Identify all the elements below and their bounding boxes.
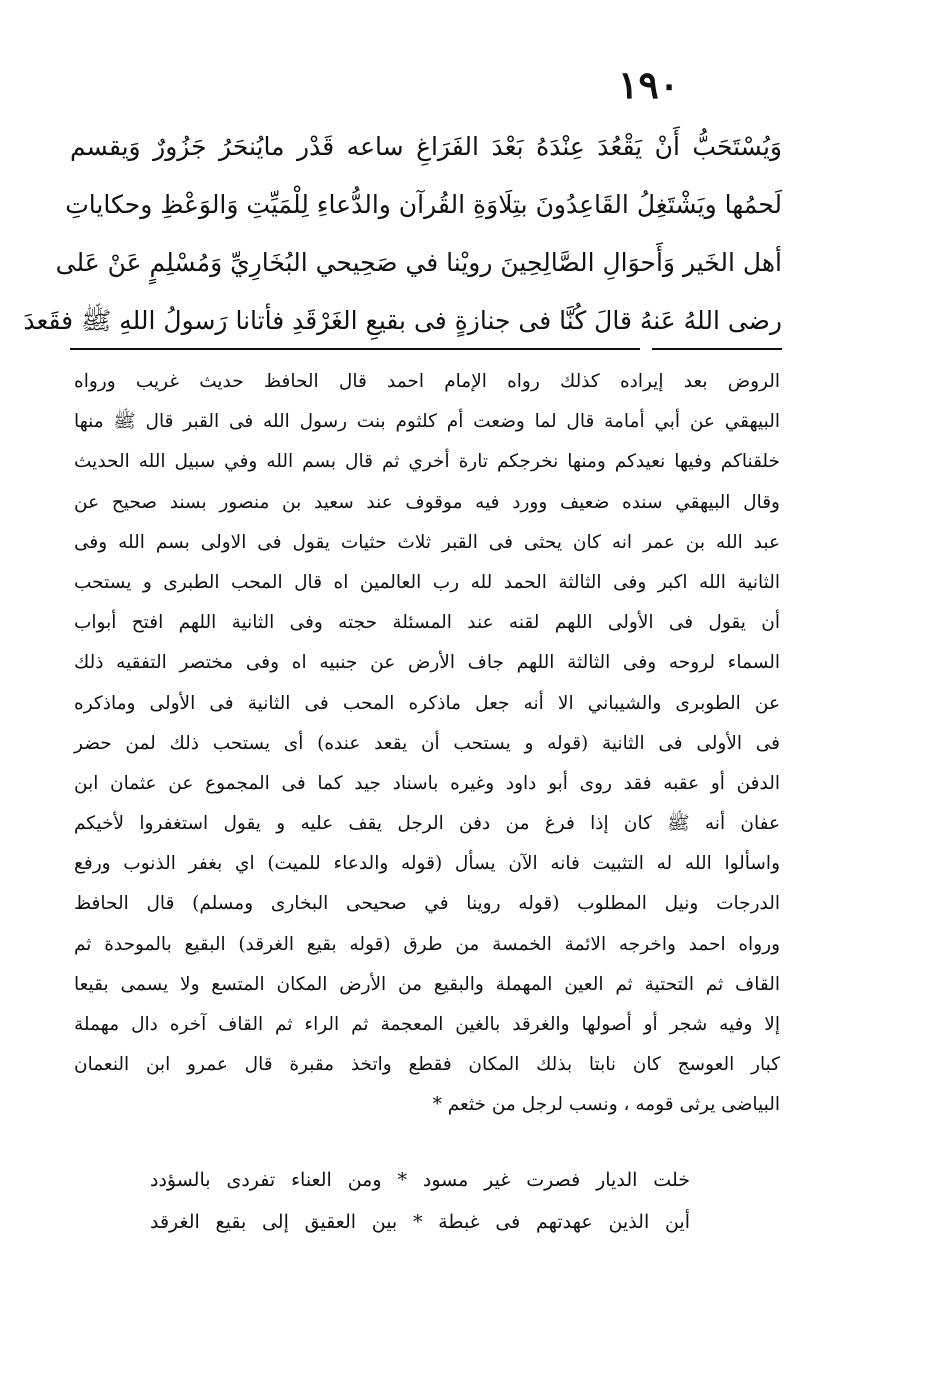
commentary-line: القاف ثم التحتية ثم العين المهملة والبقيع من الأرض المكان المتسع ولا يسمى بقيعا bbox=[74, 973, 780, 995]
commentary-block bbox=[74, 362, 780, 1126]
commentary-line: خلقناكم وفيها نعيدكم ومنها نخرجكم تارة أخري ثم قال بسم الله وفي سبيل الله الحديث bbox=[74, 451, 780, 473]
commentary-line: أن يقول فى الأولى اللهم لقنه عند المسئلة حجته وفى الثانية اللهم افتح أبواب bbox=[74, 612, 780, 634]
poetry-verse: أين الذين عهدتهم فى غبطة * بين العقيق إلى بقيع الغرقد bbox=[150, 1211, 690, 1233]
commentary-line: السماء لروحه وفى الثالثة اللهم جاف الأرض عن جنبيه اه وفى مختصر التفقيه ذلك bbox=[74, 652, 780, 674]
commentary-line: الثانية الله اكبر وفى الثالثة الحمد لله رب العالمين اه قال المحب الطبرى و يستحب bbox=[74, 571, 780, 593]
commentary-line: وقال البيهقي سنده ضعيف وورد فيه موقوف عند سعيد بن منصور بسند صحيح عن bbox=[74, 491, 780, 513]
commentary-line: ورواه احمد واخرجه الائمة الخمسة من طرق (قوله بقيع الغرقد) البقيع بالموحدة ثم bbox=[74, 933, 780, 955]
commentary-line: عن الطوبرى والشيباني الا أنه جعل ماذكره المحب فى الثانية فى الأولى وماذكره bbox=[74, 692, 780, 714]
commentary-line: واسألوا الله له التثبيت فانه الآن يسأل (قوله والدعاء للميت) اي بغفر الذنوب ورفع bbox=[74, 853, 780, 875]
commentary-line: الروض بعد إيراده كذلك رواه الإمام احمد قال الحافظ حديث غريب ورواه bbox=[74, 371, 780, 392]
commentary-line: عفان أنه ﷺ كان إذا فرغ من دفن الرجل يقف عليه و يقول استغفروا لأخيكم bbox=[74, 813, 780, 835]
main-text-block bbox=[23, 118, 782, 350]
main-text-line: لَحمُها ويَشْتَغِلُ القَاعِدُونَ بتِلَاوَةِ القُرآن والدُّعاءِ لِلْمَيِّتِ وَالوَعْظِ وحكاياتِ bbox=[65, 190, 782, 219]
commentary-line: إلا وفيه شجر أو أصولها والغرقد بالغين المعجمة ثم الراء ثم القاف آخره دال مهملة bbox=[74, 1014, 780, 1035]
commentary-line: عبد الله بن عمر انه كان يحثى فى القبر ثلاث حثيات يقول فى الاولى بسم الله وفى bbox=[74, 531, 780, 553]
main-text-line: رضى اللهُ عَنهُ قالَ كُنَّا فى جنازةٍ فى بقيعِ الغَرْقَدِ فأتانا رَسولُ اللهِ ﷺ فقَعدَ bbox=[23, 306, 782, 335]
poetry-verse: خلت الديار فصرت غير مسود * ومن العناء تفردى بالسؤدد bbox=[150, 1169, 690, 1191]
commentary-line: البيهقي عن أبي أمامة قال لما وضعت أم كلثوم بنت رسول الله فى القبر قال ﷺ منها bbox=[74, 411, 780, 433]
commentary-line: الدرجات ونيل المطلوب (قوله روينا في صحيحى البخارى ومسلم) قال الحافظ bbox=[74, 893, 780, 915]
page-number: ١٩٠ bbox=[618, 62, 680, 107]
commentary-line: الدفن أو عقبه فقد روى أبو داود وغيره باسناد جيد كما فى المجموع عن عثمان ابن bbox=[74, 772, 780, 794]
section-divider bbox=[70, 348, 782, 350]
main-text-line: أهل الخَير وَأَحوَالِ الصَّالِحِينَ رويْنا في صَحِيحي البُخَارِيِّ وَمُسْلِمٍ عَنْ عَلى bbox=[55, 248, 782, 277]
main-text-line: وَيُسْتَحَبُّ أَنْ يَقْعُدَ عِنْدَهُ بَعْدَ الفَرَاغِ ساعه قَدْر مايُنحَرُ جَزُورٌ وَيقسم bbox=[70, 132, 782, 161]
commentary-line: كبار العوسج كان نابتا بذلك المكان فقطع واتخذ مقبرة قال عمرو ابن النعمان bbox=[74, 1054, 780, 1076]
commentary-line: البياضى يرثى قومه ، ونسب لرجل من خثعم * bbox=[432, 1094, 780, 1116]
divider-rule-right bbox=[652, 348, 782, 350]
commentary-line: فى الأولى فى الثانية (قوله و يستحب أن يقعد عنده) أى يستحب ذلك لمن حضر bbox=[74, 732, 780, 754]
divider-rule-left bbox=[70, 348, 640, 350]
